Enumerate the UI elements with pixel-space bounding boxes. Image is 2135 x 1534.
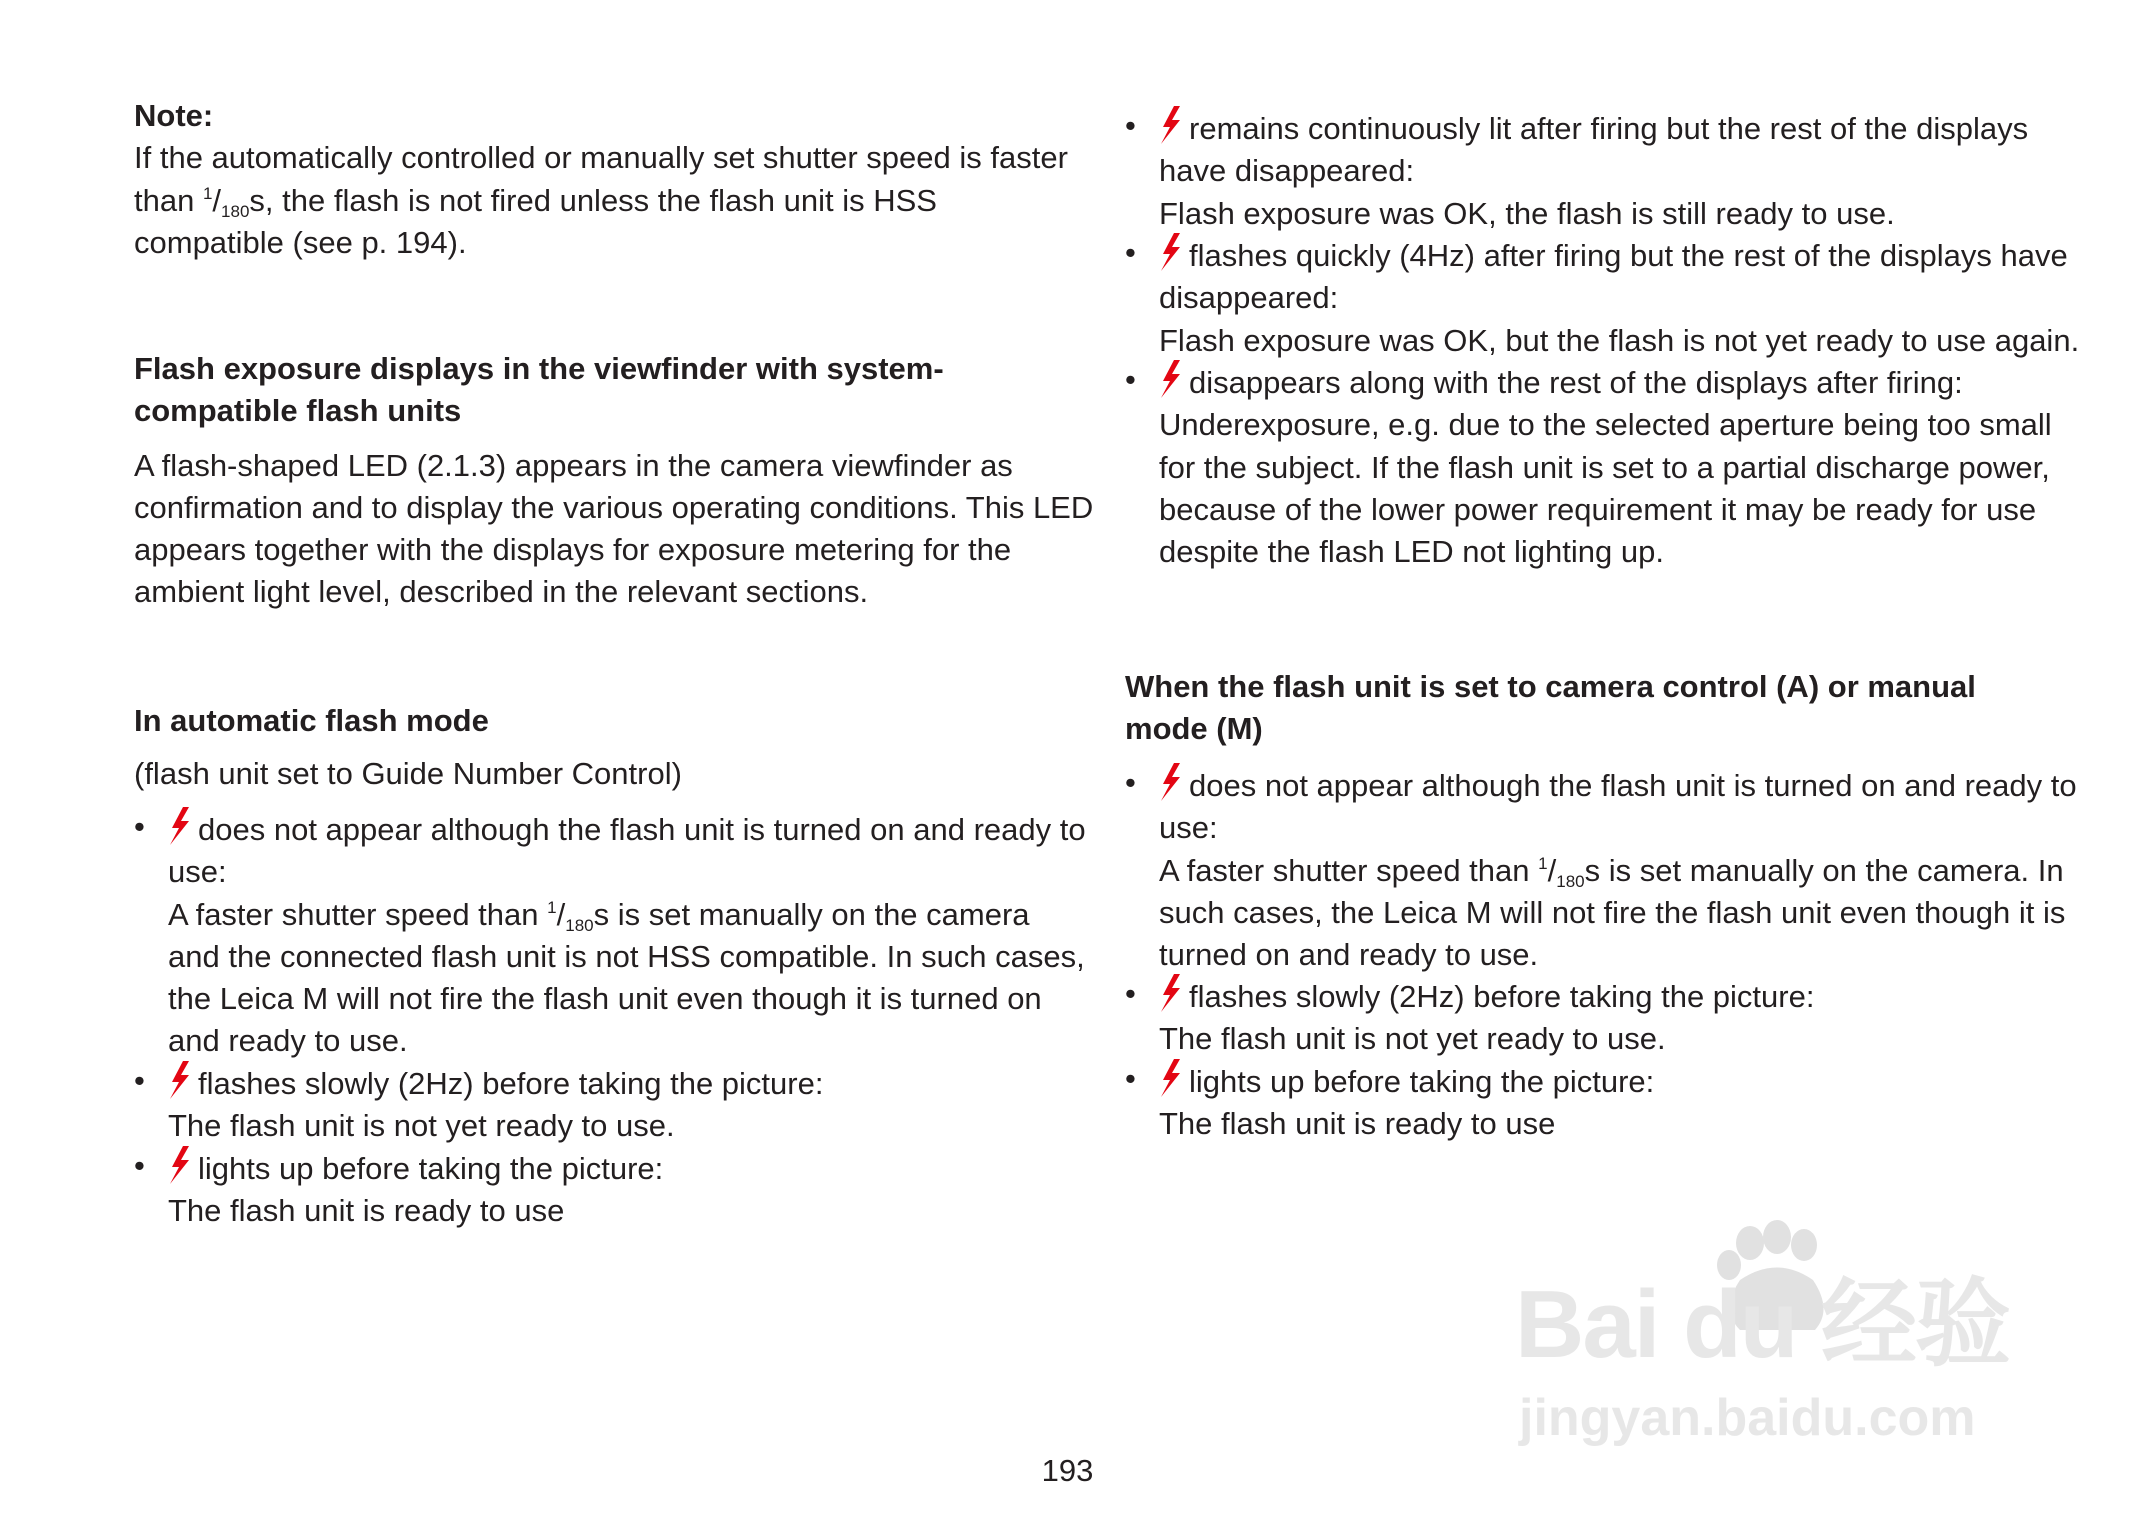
note-title: Note: [134, 98, 214, 133]
flash-led-icon [1159, 105, 1183, 145]
note-block [134, 95, 1068, 264]
note-line-3: compatible (see p. 194). [134, 224, 467, 260]
list-item: • flashes slowly (2Hz) before taking the picture: The flash unit is not yet ready to use. [134, 1060, 1084, 1148]
note-line-2: than $^1/_{180}s$, the flash is not fired unless the flash unit is HSS [134, 182, 937, 221]
fraction-denominator: 180 [221, 201, 250, 221]
list-item: • disappears along with the rest of the displays after firing: Underexposure, e.g. due to the selected aperture being too small for the subject. If the flash unit is set to a partial discharge power, because of the lower power requirement it may be ready for use despite the flash LED not lighting up. [1125, 359, 2075, 573]
bullet: • [134, 1063, 145, 1098]
section-heading-cont: compatible flash units [134, 393, 462, 429]
section-heading-cont: mode (M) [1125, 711, 1263, 747]
flash-exposure-section [134, 348, 1093, 614]
flash-led-icon [1159, 1058, 1183, 1098]
paragraph-line: confirmation and to display the various operating conditions. This LED [134, 489, 1094, 525]
watermark-logo: Bai du 经验 [1515, 1271, 2010, 1378]
bullet: • [1125, 765, 1136, 800]
section-heading: Flash exposure displays in the viewfinder with system- [134, 351, 944, 386]
automatic-mode-section [134, 700, 682, 796]
flash-led-icon [1159, 973, 1183, 1013]
watermark-url: jingyan.baidu.com [1519, 1389, 1976, 1447]
bullet: • [134, 809, 145, 844]
bullet: • [1125, 235, 1136, 270]
baidu-watermark [1515, 1215, 2015, 1455]
list-item: • does not appear although the flash unit is turned on and ready to use: A faster shutter speed than $^1/_{180}s$ is set manually on the camera. In such cases, the Leica M will not fire the flash unit even though it is turned on and ready to use. [1125, 762, 2075, 976]
section-subheading: (flash unit set to Guide Number Control) [134, 756, 682, 792]
list-item: • lights up before taking the picture: The flash unit is ready to use [134, 1145, 1084, 1233]
bullet: • [1125, 362, 1136, 397]
flash-led-icon [168, 1145, 192, 1185]
flash-led-icon [168, 1060, 192, 1100]
fraction-numerator: 1 [202, 183, 213, 203]
section-heading: In automatic flash mode [134, 703, 489, 738]
flash-led-icon [1159, 232, 1183, 272]
manual-mode-section [1125, 666, 1976, 751]
page-number: 193 [1041, 1453, 1094, 1488]
bullet: • [1125, 976, 1136, 1011]
list-item: • flashes slowly (2Hz) before taking the picture: The flash unit is not yet ready to use. [1125, 973, 2075, 1061]
paragraph-line: A flash-shaped LED (2.1.3) appears in the camera viewfinder as [134, 447, 1013, 483]
note-line-1: If the automatically controlled or manually set shutter speed is faster [134, 140, 1068, 176]
flash-led-icon [1159, 359, 1183, 399]
paragraph-line: ambient light level, described in the relevant sections. [134, 574, 869, 610]
list-item: • flashes quickly (4Hz) after firing but the rest of the displays have disappeared: Flash exposure was OK, but the flash is not yet ready to use again. [1125, 232, 2075, 362]
list-item: • does not appear although the flash unit is turned on and ready to use: A faster shutter speed than $^1/_{180}s$ is set manually on the camera and the connected flash unit is not HSS compatible. In such cases, the Leica M will not fire the flash unit even though it is turned on and ready to use. [134, 806, 1084, 1063]
flash-led-icon [168, 806, 192, 846]
list-item: • remains continuously lit after firing but the rest of the displays have disappeared: Flash exposure was OK, the flash is still ready to use. [1125, 105, 2075, 235]
flash-led-icon [1159, 762, 1183, 802]
paragraph-line: appears together with the displays for exposure metering for the [134, 532, 1012, 568]
bullet: • [134, 1148, 145, 1183]
section-heading: When the flash unit is set to camera control (A) or manual [1125, 669, 1976, 704]
list-item: • lights up before taking the picture: The flash unit is ready to use [1125, 1058, 2075, 1146]
bullet: • [1125, 108, 1136, 143]
bullet: • [1125, 1061, 1136, 1096]
